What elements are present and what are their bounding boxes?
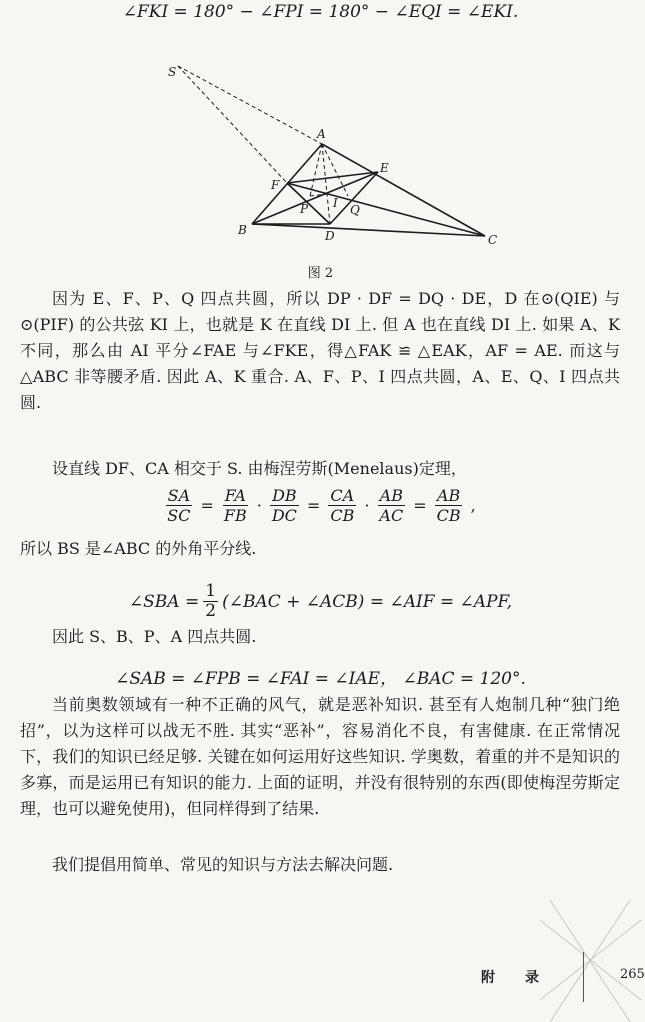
label-i: I	[333, 196, 338, 210]
corner-decoration	[540, 900, 641, 1022]
angle-sab-equation: ∠SAB = ∠FPB = ∠FAI = ∠IAE， ∠BAC = 120°.	[115, 669, 526, 689]
paragraph-sbpa-concyclic: 因此 S、B、P、A 四点共圆.	[52, 627, 257, 646]
label-a: A	[317, 127, 326, 141]
dashed-ad	[322, 144, 330, 224]
triangle-diagram	[150, 56, 510, 256]
frac-fa-fb: $\frac{FA}{FB}$	[223, 486, 247, 525]
footer-divider	[583, 952, 584, 1002]
frac-ab-ac: $\frac{AB}{AC}$	[379, 486, 404, 525]
label-s: S	[168, 65, 177, 79]
paragraph-external-bisector: 所以 BS 是∠ABC 的外角平分线.	[20, 539, 257, 558]
paragraph-commentary: 当前奥数领域有一种不正确的风气，就是恶补知识. 甚至有人炮制几种“独门绝招”，以为这样可以战无不胜. 其实“恶补”，容易消化不良，有害健康. 在正常情况下，我们的知识已经足够. 关键在如何运用好这些知识. 学奥数，着重的并不是知识的多寡，而是运用已有知识的能力. 上面的证明，并没有很特别的东西(即使梅涅劳斯定理，也可以避免使用)，但同样得到了结果.	[20, 695, 620, 818]
label-b: B	[238, 223, 247, 237]
paragraph-concyclic: 因为 E、F、P、Q 四点共圆，所以 DP · DF = DQ · DE，D 在⊙(QIE) 与⊙(PIF) 的公共弦 KI 上，也就是 K 在直线 DI 上. 但 A 也在直线 DI 上. 如果 A、K 不同，那么由 AI 平分∠FAE 与∠FKE，得△FAK ≌ △EAK，AF = AE. 而这与△ABC 非等腰矛盾. 因此 A、K 重合. A、F、P、I 四点共圆，A、E、Q、I 四点共圆.	[20, 289, 620, 412]
angle-sba-equation: ∠SBA = $\frac{1}{2}$ (∠BAC + ∠ACB) = ∠AIF = ∠APF,	[128, 581, 513, 621]
dashed-sa	[178, 66, 322, 144]
top-equation: ∠FKI = 180° − ∠FPI = 180° − ∠EQI = ∠EKI.	[122, 2, 519, 22]
figure-caption: 图 2	[307, 266, 334, 281]
frac-sa-sc: $\frac{SA}{SC}$	[167, 486, 191, 525]
page-number: 265	[620, 967, 645, 982]
label-q: Q	[350, 203, 360, 217]
geometry-figure	[150, 56, 510, 256]
frac-db-dc: $\frac{DB}{DC}$	[271, 486, 297, 525]
footer-section-label: 附录	[481, 970, 569, 986]
label-c: C	[488, 233, 498, 247]
label-p: P	[300, 202, 309, 216]
paragraph-menelaus-intro: 设直线 DF、CA 相交于 S. 由梅涅劳斯(Menelaus)定理，	[52, 459, 467, 478]
segment-ac	[322, 144, 485, 236]
label-f: F	[271, 178, 280, 192]
frac-ab-cb: $\frac{AB}{CB}$	[436, 486, 461, 525]
label-d: D	[325, 229, 335, 243]
frac-one-half: $\frac{1}{2}$	[205, 581, 217, 621]
dashed-sf	[178, 66, 287, 183]
menelaus-equation: $\frac{SA}{SC}$ = $\frac{FA}{FB}$ · $\frac{DB}{DC}$ = $\frac{CA}{CB}$ · $\frac{AB}{AC}$ = $\frac{AB}{CB}$ ,	[167, 486, 476, 525]
label-e: E	[380, 161, 389, 175]
paragraph-conclusion: 我们提倡用简单、常见的知识与方法去解决问题.	[52, 855, 394, 874]
frac-ca-cb: $\frac{CA}{CB}$	[330, 486, 355, 525]
segment-bc	[252, 224, 485, 236]
